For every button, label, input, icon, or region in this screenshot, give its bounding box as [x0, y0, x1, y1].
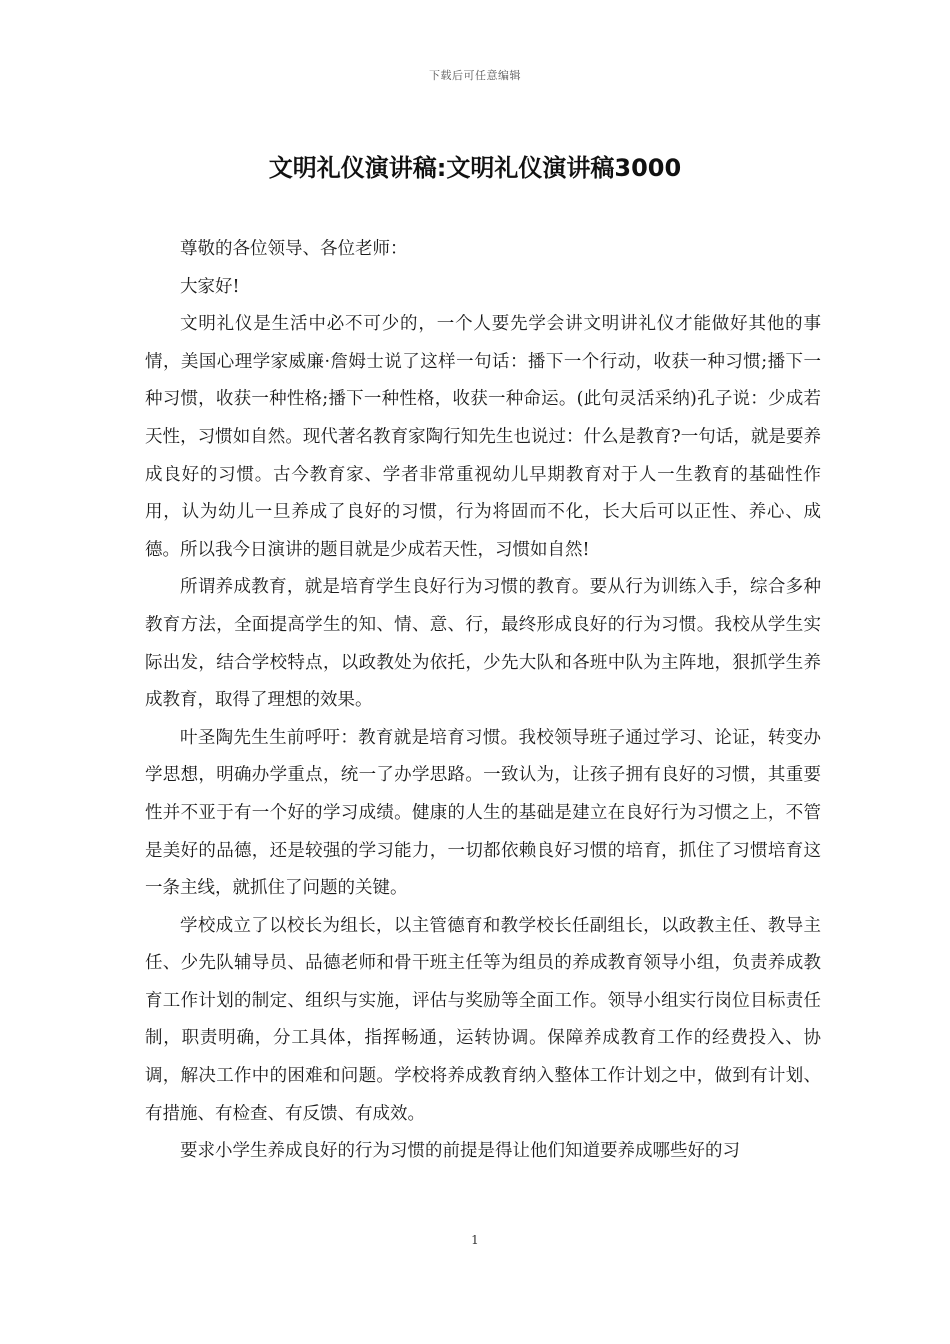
body-paragraph: 叶圣陶先生生前呼吁：教育就是培育习惯。我校领导班子通过学习、论证，转变办学思想，明确办学重点，统一了办学思路。一致认为，让孩子拥有良好的习惯，其重要性并不亚于有一个好的学习成绩。健康的人生的基础是建立在良好行为习惯之上，不管是美好的品德，还是较强的学习能力，一切都依赖良好习惯的培育，抓住了习惯培育这一条主线，就抓住了问题的关键。 — [145, 727, 821, 899]
body-paragraph: 所谓养成教育，就是培育学生良好行为习惯的教育。要从行为训练入手，综合多种教育方法，全面提高学生的知、情、意、行，最终形成良好的行为习惯。我校从学生实际出发，结合学校特点，以政教处为依托，少先大队和各班中队为主阵地，狠抓学生养成教育，取得了理想的效果。 — [145, 577, 821, 711]
body-paragraph: 学校成立了以校长为组长，以主管德育和教学校长任副组长，以政教主任、教导主任、少先队辅导员、品德老师和骨干班主任等为组员的养成教育领导小组，负责养成教育工作计划的制定、组织与实施，评估与奖励等全面工作。领导小组实行岗位目标责任制，职责明确，分工具体，指挥畅通，运转协调。保障养成教育工作的经费投入、协调，解决工作中的困难和问题。学校将养成教育纳入整体工作计划之中，做到有计划、有措施、有检查、有反馈、有成效。 — [145, 915, 821, 1124]
header-note: 下载后可任意编辑 — [429, 69, 521, 82]
body-paragraph: 要求小学生养成良好的行为习惯的前提是得让他们知道要养成哪些好的习 — [180, 1141, 740, 1162]
document-title: 文明礼仪演讲稿:文明礼仪演讲稿3000 — [268, 154, 682, 182]
body-paragraph: 文明礼仪是生活中必不可少的，一个人要先学会讲文明讲礼仪才能做好其他的事情，美国心理学家威廉·詹姆士说了这样一句话：播下一个行动，收获一种习惯;播下一种习惯，收获一种性格;播下一种性格，收获一种命运。(此句灵活采纳)孔子说：少成若天性，习惯如自然。现代著名教育家陶行知先生也说过：什么是教育?一句话，就是要养成良好的习惯。古今教育家、学者非常重视幼儿早期教育对于人一生教育的基础性作用，认为幼儿一旦养成了良好的习惯，行为将固而不化，长大后可以正性、养心、成德。所以我今日演讲的题目就是少成若天性，习惯如自然! — [145, 314, 821, 560]
greeting-paragraph: 大家好! — [180, 276, 240, 297]
salutation-paragraph: 尊敬的各位领导、各位老师： — [180, 239, 408, 259]
document-body — [145, 231, 821, 1171]
page-number: 1 — [471, 1233, 479, 1247]
